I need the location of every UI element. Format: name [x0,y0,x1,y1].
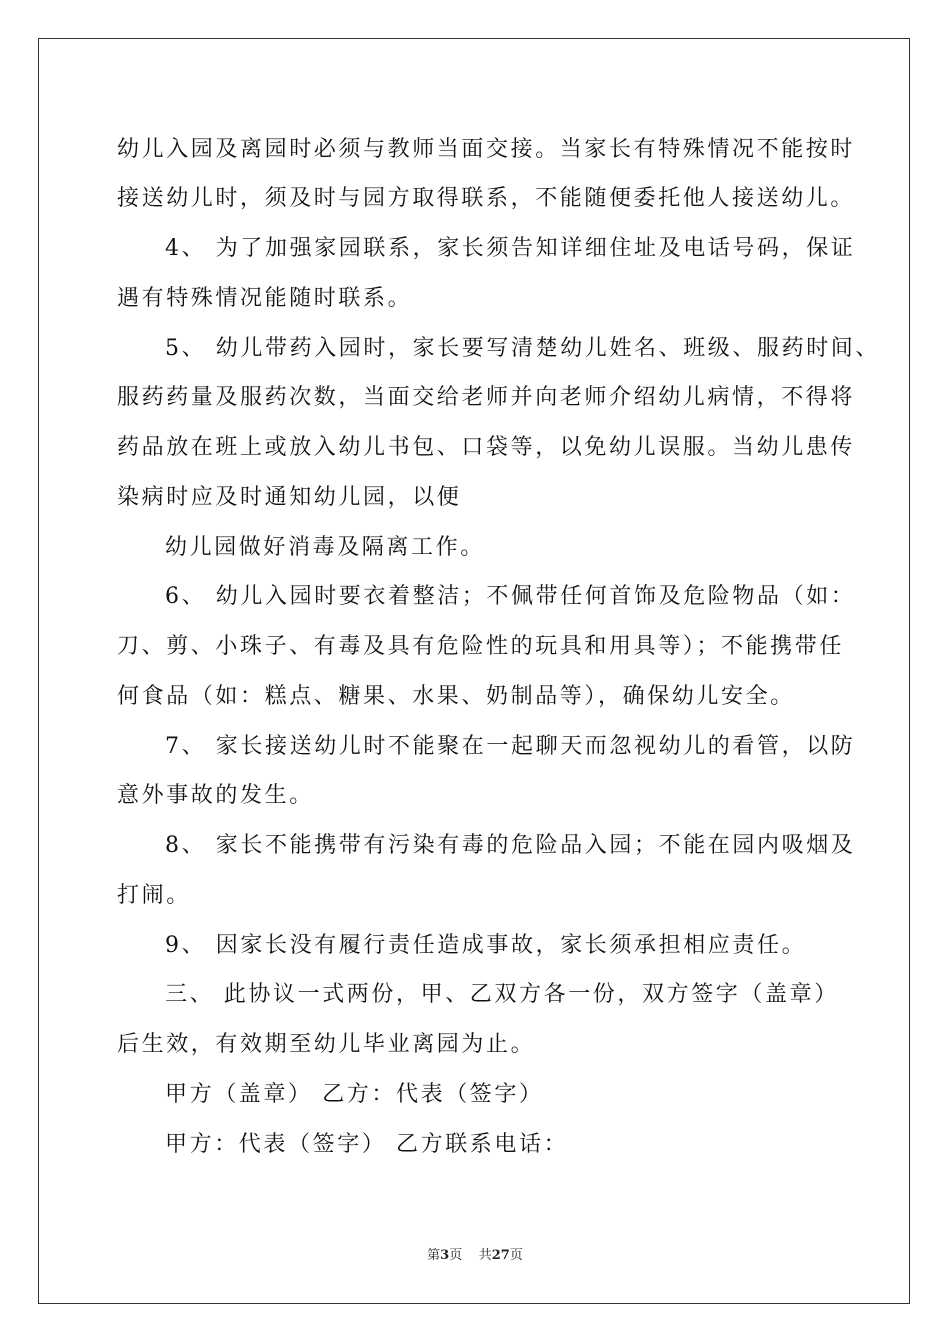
page-border [38,38,910,1304]
item-6-line-3: 何食品（如：糕点、糖果、水果、奶制品等），确保幼儿安全。 [117,684,795,709]
signature-line-2: 甲方：代表（签字） 乙方联系电话： [165,1132,569,1157]
item-8-line-2: 打闹。 [117,883,191,908]
item-5-line-3: 药品放在班上或放入幼儿书包、口袋等，以免幼儿误服。当幼儿患传 [117,435,856,460]
item-5-line-2: 服药药量及服药次数，当面交给老师并向老师介绍幼儿病情，不得将 [117,385,856,410]
footer-total-suffix: 页 [509,1248,523,1263]
item-6-line-1: 6、 幼儿入园时要衣着整洁；不佩带任何首饰及危险物品（如： [165,584,856,609]
footer-page-prefix: 第 [427,1248,441,1263]
item-5-line-4: 染病时应及时通知幼儿园，以便 [117,485,462,510]
section-3-line-1: 三、 此协议一式两份，甲、乙双方各一份，双方签字（盖章） [165,982,839,1007]
item-4-line-2: 遇有特殊情况能随时联系。 [117,286,413,311]
page-footer [0,1248,950,1264]
signature-line-1: 甲方（盖章） 乙方：代表（签字） [165,1082,544,1107]
footer-page-current: 3 [440,1248,450,1263]
text-line-1: 幼儿入园及离园时必须与教师当面交接。当家长有特殊情况不能按时 [117,137,856,162]
item-6-line-2: 刀、剪、小珠子、有毒及具有危险性的玩具和用具等）；不能携带任 [117,634,845,659]
item-7-line-1: 7、 家长接送幼儿时不能聚在一起聊天而忽视幼儿的看管，以防 [165,734,856,759]
item-7-line-2: 意外事故的发生。 [117,783,314,808]
section-3-line-2: 后生效，有效期至幼儿毕业离园为止。 [117,1032,536,1057]
item-4-line-1: 4、 为了加强家园联系，家长须告知详细住址及电话号码，保证 [165,236,856,261]
footer-page-suffix: 页 [449,1248,463,1263]
item-8-line-1: 8、 家长不能携带有污染有毒的危险品入园；不能在园内吸烟及 [165,833,856,858]
footer-total-prefix: 共 [478,1248,492,1263]
item-5-line-1: 5、 幼儿带药入园时，家长要写清楚幼儿姓名、班级、服药时间、 [165,336,880,361]
item-5-line-5: 幼儿园做好消毒及隔离工作。 [165,535,485,560]
footer-page-total: 27 [491,1248,510,1263]
item-9-line-1: 9、 因家长没有履行责任造成事故，家长须承担相应责任。 [165,933,807,958]
text-line-2: 接送幼儿时，须及时与园方取得联系，不能随便委托他人接送幼儿。 [117,186,856,211]
